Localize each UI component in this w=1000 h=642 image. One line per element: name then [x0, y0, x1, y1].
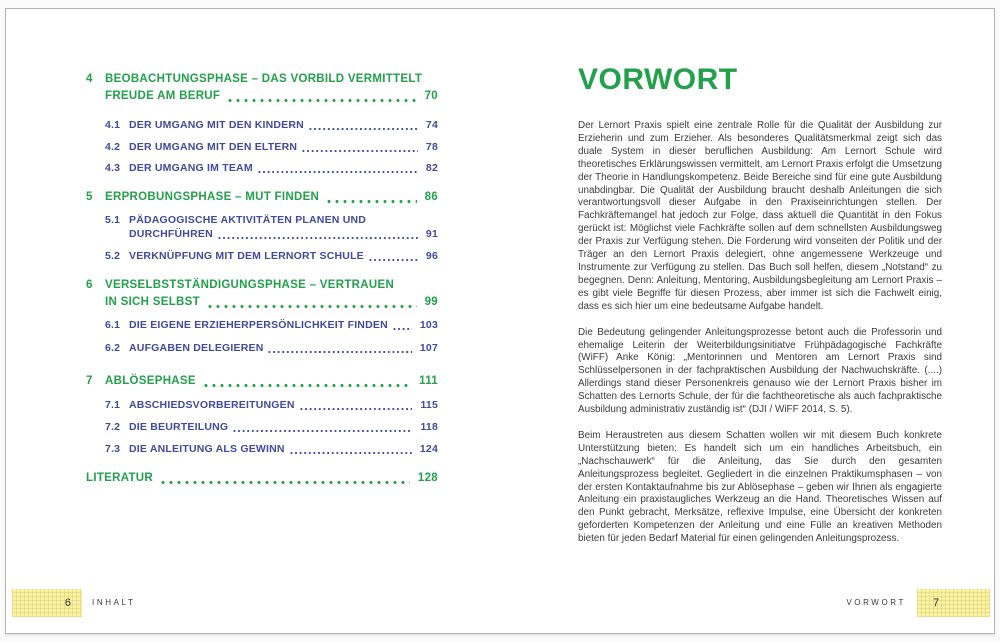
page-number-tab-right [917, 589, 990, 617]
toc-entry [86, 71, 438, 105]
toc-entry [105, 442, 438, 456]
dot-leader [218, 236, 418, 240]
toc-entry-page: 91 [425, 228, 438, 240]
toc-entry-page: 78 [425, 141, 438, 153]
toc-entry-page: 115 [420, 399, 438, 411]
toc-entry-number: 5.1 [105, 214, 121, 226]
dot-leader [300, 407, 413, 411]
dot-leader [204, 383, 411, 388]
toc-entry [105, 213, 438, 241]
toc-entry-title: BEOBACHTUNGSPHASE – DAS VORBILD VERMITTELT [105, 73, 423, 85]
toc-entry-title: DER UMGANG MIT DEN ELTERN [129, 141, 298, 153]
toc-entry-number: 4.3 [105, 162, 121, 174]
toc-entry-number: 4.1 [105, 119, 121, 131]
dot-leader [309, 127, 418, 131]
toc-entry-number: 7.1 [105, 399, 121, 411]
toc-entry [105, 398, 438, 412]
toc-entry-number: 5 [86, 191, 93, 203]
toc-entry [105, 420, 438, 434]
toc-entry-title: VERKNÜPFUNG MIT DEM LERNORT SCHULE [129, 250, 364, 262]
page-title: VORWORT [578, 63, 738, 96]
dot-leader [369, 258, 418, 262]
toc-entry-number: 6.1 [105, 319, 121, 331]
toc-entry-title: VERSELBSTSTÄNDIGUNGSPHASE – VERTRAUEN [105, 279, 395, 291]
dot-leader [327, 199, 416, 204]
dot-leader [290, 451, 412, 455]
toc-entry [105, 249, 438, 263]
toc-entry-page: 86 [424, 191, 438, 203]
foreword-paragraph: Der Lernort Praxis spielt eine zentrale Rolle für die Qualität der Ausbildung zur Erzieherin und zum Erzieher. Als besonderes Qualitätsmerkmal zeigt sich das duale System in dieser beruflichen Ausbildung: Am Lernort Schule wird theoretisches Erklärungswissen vermittelt, am Lernort Praxis erfolgt die Umsetzung der Theorie in Handlungskompetenz. Beide Bereiche sind für eine gute Ausbildung unabdingbar. Die Qualität der Ausbildung braucht deshalb Anleitungen die sich verantwortungsvoll dieser Aufgabe in den Praxiseinrichtungen stellen. Der Fachkräftemangel hat jedoch zur Folge, dass aktuell die Quantität in den Fokus gerückt ist: Möglichst viele Fachkräfte sollen auf dem schnellsten Ausbildungsweg der Praxis zur Verfügung stehen. Die Forderung wird vonseiten der Politik und der Träger an den Lernort Praxis delegiert, ohne angemessene Werkzeuge und Instrumente zur Verfügung zu stellen. Das Buch soll helfen, diesem „Notstand“ zu begegnen. Denn: Anleitung, Mentoring, Ausbildungsbegleitung am Lernort Praxis – es gibt viele Begriffe für diesen Prozess, aber immer ist sich die Fachwelt einig, dass es sich hier um eine bedeutsame Aufgabe handelt. [578, 120, 942, 312]
dot-leader [208, 304, 417, 309]
toc-entry-title: DIE EIGENE ERZIEHERPERSÖNLICHKEIT FINDEN [129, 319, 388, 331]
toc-entry-title: LITERATUR [86, 472, 154, 484]
toc-entry-number: 6.2 [105, 342, 121, 354]
toc-entry [86, 277, 438, 311]
toc-entry-title: ERPROBUNGSPHASE – MUT FINDEN [105, 191, 320, 203]
toc-entry [86, 373, 438, 390]
dot-leader [393, 327, 412, 331]
running-header-left: INHALT [92, 598, 136, 607]
toc-entry-number: 4.2 [105, 141, 121, 153]
toc-entry [105, 318, 438, 332]
toc-entry [105, 118, 438, 132]
toc-entry-page: 107 [419, 342, 438, 354]
toc-entry-page: 124 [419, 443, 438, 455]
toc-entry [86, 189, 438, 206]
toc-entry-number: 5.2 [105, 250, 121, 262]
dot-leader [228, 98, 416, 103]
toc-entry [105, 140, 438, 154]
toc-entry-title: DER UMGANG IM TEAM [129, 162, 253, 174]
toc-entry-page: 96 [425, 250, 438, 262]
toc-entry-page: 118 [420, 421, 438, 433]
toc-entry-number: 7 [86, 375, 93, 387]
toc-entry-page: 99 [424, 296, 438, 308]
toc-entry-page: 82 [425, 162, 438, 174]
toc-entry [105, 341, 438, 355]
toc-entry [105, 161, 438, 175]
toc-entry-number: 4 [86, 73, 93, 85]
toc-entry-page: 103 [419, 319, 438, 331]
toc-entry-title: DIE ANLEITUNG ALS GEWINN [129, 443, 285, 455]
toc-entry-title: AUFGABEN DELEGIEREN [129, 342, 264, 354]
dot-leader [268, 350, 411, 354]
toc-entry-number: 7.2 [105, 421, 121, 433]
toc-entry-page: 74 [425, 119, 438, 131]
page-number: 7 [933, 597, 940, 609]
toc-entry-title: DURCHFÜHREN [129, 228, 213, 240]
foreword-section [578, 65, 942, 559]
dot-leader [161, 480, 410, 485]
toc-entry-page: 70 [424, 90, 438, 102]
toc-entry-title: DER UMGANG MIT DEN KINDERN [129, 119, 304, 131]
dot-leader [258, 170, 418, 174]
dot-leader [233, 429, 412, 433]
toc-entry-page: 128 [417, 472, 438, 484]
toc-entry-title: FREUDE AM BERUF [105, 90, 221, 102]
foreword-paragraph: Die Bedeutung gelingender Anleitungsprozesse betont auch die Professorin und ehemalige Leiterin der Weiterbildungsinitiatve Frühpädagogische Fachkräfte (WiFF) Anke König: „Mentorinnen und Mentoren am Lernort Praxis sind Schlüsselpersonen in der fachpraktischen Ausbildung der Nachwuchskräfte. (....) Allerdings stand dieser Personenkreis genauso wie der Lernort Praxis bisher im Schatten des Lernorts Schule, der für die fachtheoretische als auch fachpraktische Ausbildung administrativ zuständig ist“ (DJI / WiFF 2014, S. 5). [578, 326, 942, 416]
toc-entry-title: DIE BEURTEILUNG [129, 421, 229, 433]
running-header-right: VORWORT [846, 598, 906, 607]
toc-entry [86, 470, 438, 487]
page-number-tab-left [12, 589, 82, 617]
toc-entry-page: 111 [419, 375, 438, 387]
toc-entry-title: ABSCHIEDSVORBEREITUNGEN [129, 399, 295, 411]
toc-entry-title: PÄDAGOGISCHE AKTIVITÄTEN PLANEN UND [129, 214, 367, 226]
toc-entry-title: ABLÖSEPHASE [105, 375, 196, 387]
table-of-contents [86, 71, 438, 487]
toc-entry-title: IN SICH SELBST [105, 296, 200, 308]
toc-entry-number: 6 [86, 279, 93, 291]
page-number: 6 [64, 597, 71, 609]
toc-entry-number: 7.3 [105, 443, 121, 455]
book-spread [5, 8, 995, 634]
dot-leader [302, 149, 418, 153]
foreword-paragraph: Beim Heraustreten aus diesem Schatten wollen wir mit diesem Buch konkrete Unterstützung bieten: Es handelt sich um ein handliches Arbeitsbuch, ein „Nachschauwerk“ für die Anleitung, das Sie durch den gesamten Anleitungsprozess begleitet. Gegliedert in die einzelnen Praktikumsphasen – von der ersten Kontaktaufnahme bis zur Ablösephase – geben wir Ihnen als engagierte Anleitung ein praxistaugliches Werkzeug an die Hand. Theoretisches Wissen auf den Punkt gebracht, Merksätze, reflexive Impulse, eine Übersicht der konkreten geforderten Kompetenzen der Anleitung und eine Fülle an kreativen Methoden bieten für jeden Bedarf Material für einen gelingenden Anleitungsprozess. [578, 429, 942, 545]
